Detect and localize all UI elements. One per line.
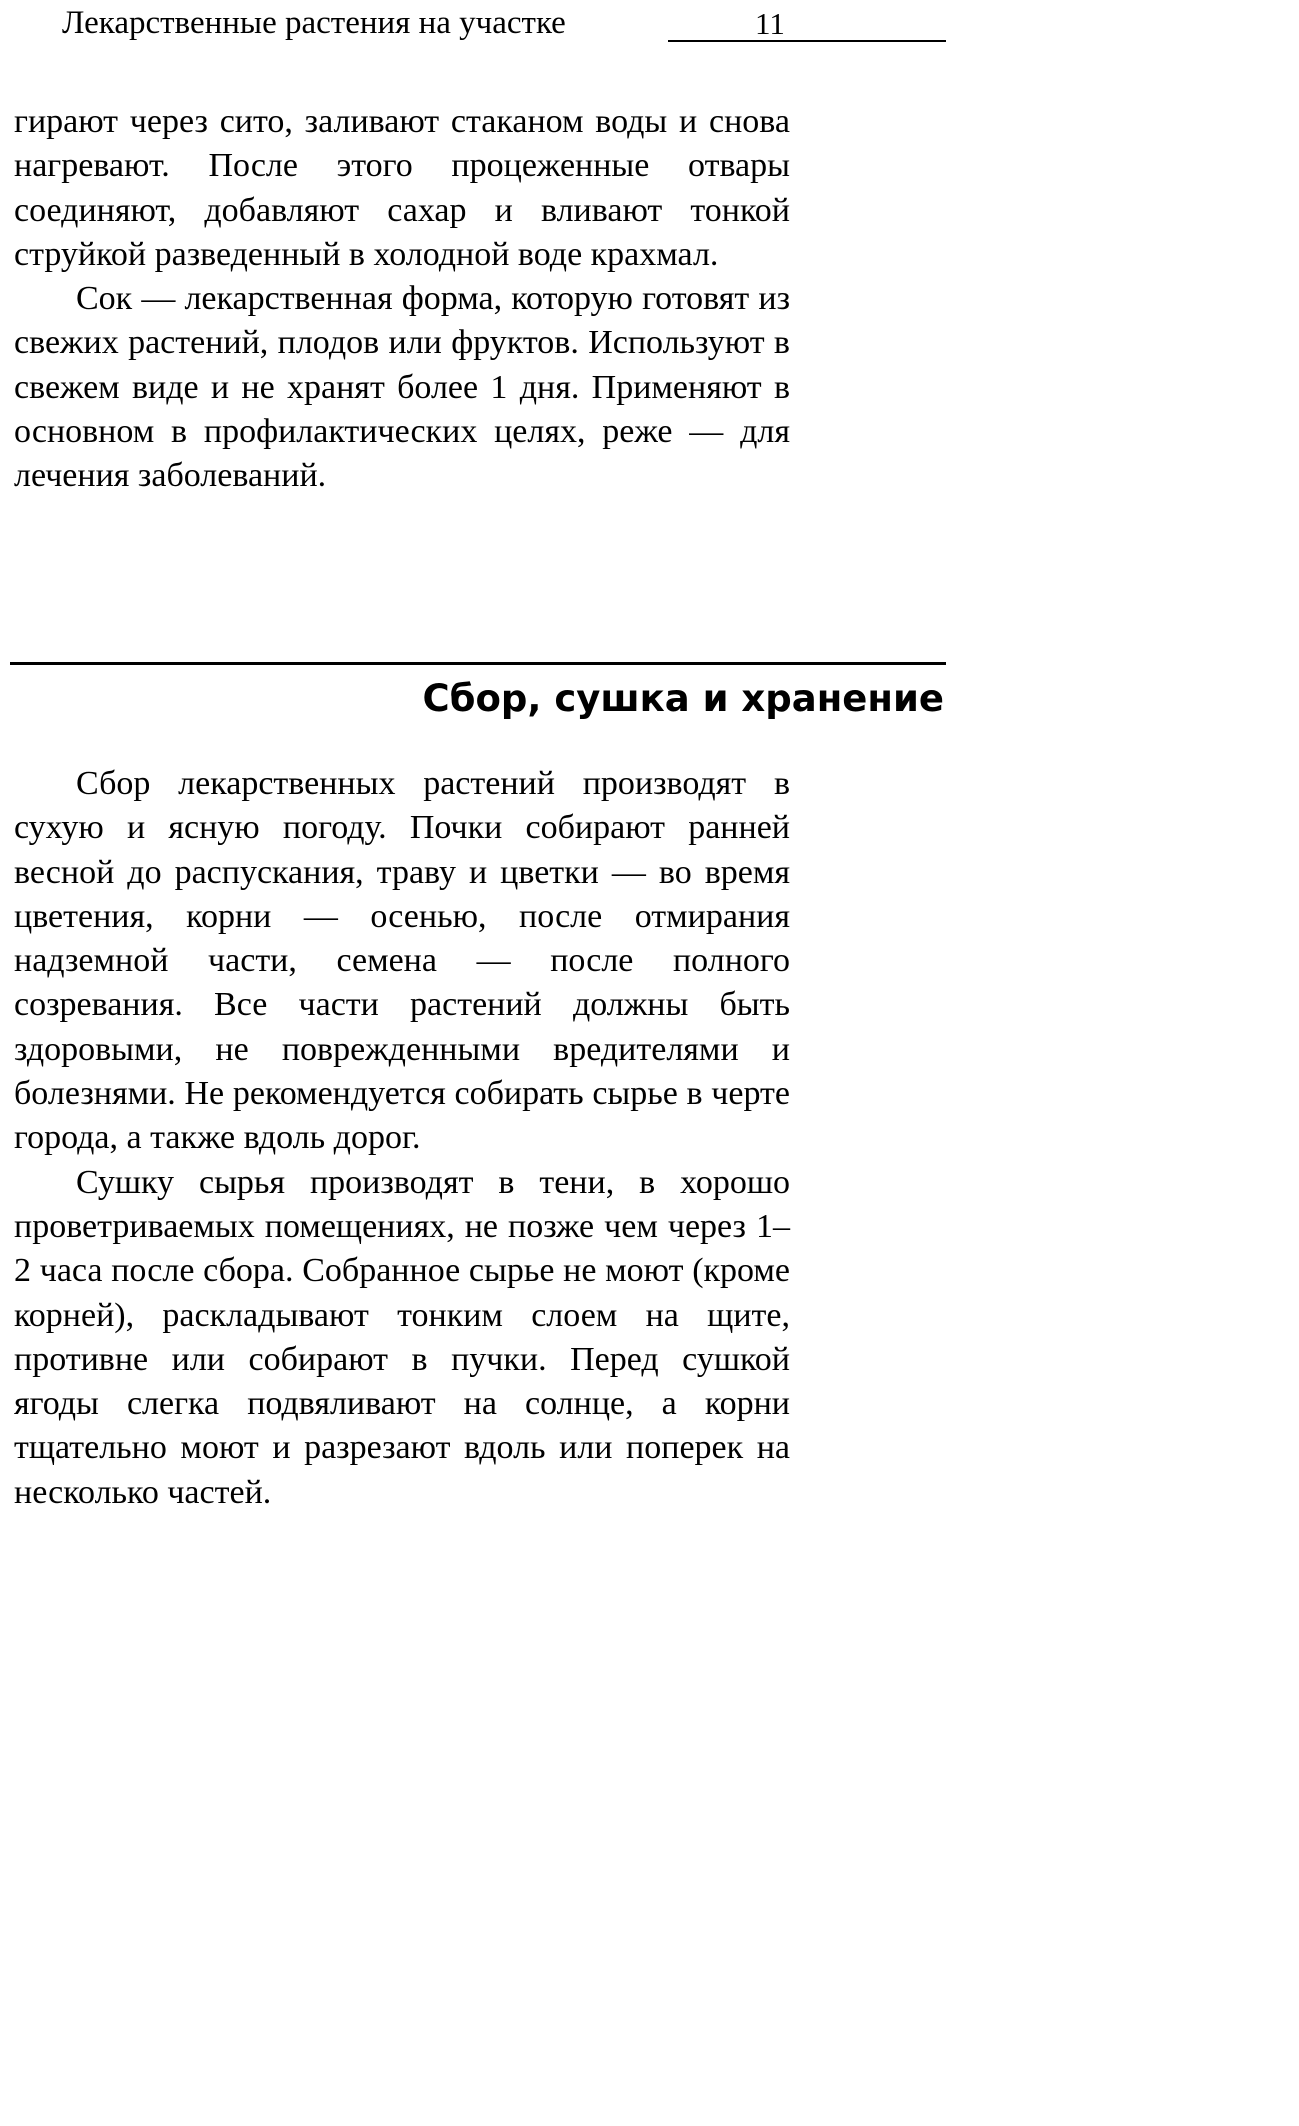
paragraph-juice: Сок — лекарственная форма, которую готовят из свежих растений, плодов или фруктов. Используют в свежем виде и не хранят более 1 дня. Применяют в основном в профилактических целях, реже — для лечения заболеваний. — [14, 280, 790, 495]
running-header-title: Лекарственные растения на участке — [62, 5, 566, 41]
section-divider — [10, 662, 946, 665]
running-header — [0, 0, 960, 48]
body-text-top — [14, 100, 790, 499]
paragraph-continued: гирают через сито, заливают стаканом воды и снова нагревают. После этого процеженные отвары соединяют, добавляют сахар и вливают тонкой струйкой разведенный в холодной воде крахмал. — [14, 103, 790, 273]
body-text-collection — [14, 762, 790, 1515]
header-rule — [668, 40, 946, 42]
paragraph-drying: Сушку сырья производят в тени, в хорошо проветриваемых помещениях, не позже чем через 1–2 часа после сбора. Собранное сырье не моют (кроме корней), раскладывают тонким слоем на щите, противне или собирают в пучки. Перед сушкой ягоды слегка подвяливают на солнце, а корни тщательно моют и разрезают вдоль или поперек на несколько частей. — [14, 1163, 790, 1511]
section-heading: Сбор, сушка и хранение — [422, 677, 944, 720]
page-number: 11 — [755, 6, 785, 41]
paragraph-collection: Сбор лекарственных растений производят в сухую и ясную погоду. Почки собирают ранней весной до распускания, траву и цветки — во время цветения, корни — осенью, после отмирания надземной части, семена — после полного созревания. Все части растений должны быть здоровыми, не поврежденными вредителями и болезнями. Не рекомендуется собирать сырье в черте города, а также вдоль дорог. — [14, 765, 790, 1157]
